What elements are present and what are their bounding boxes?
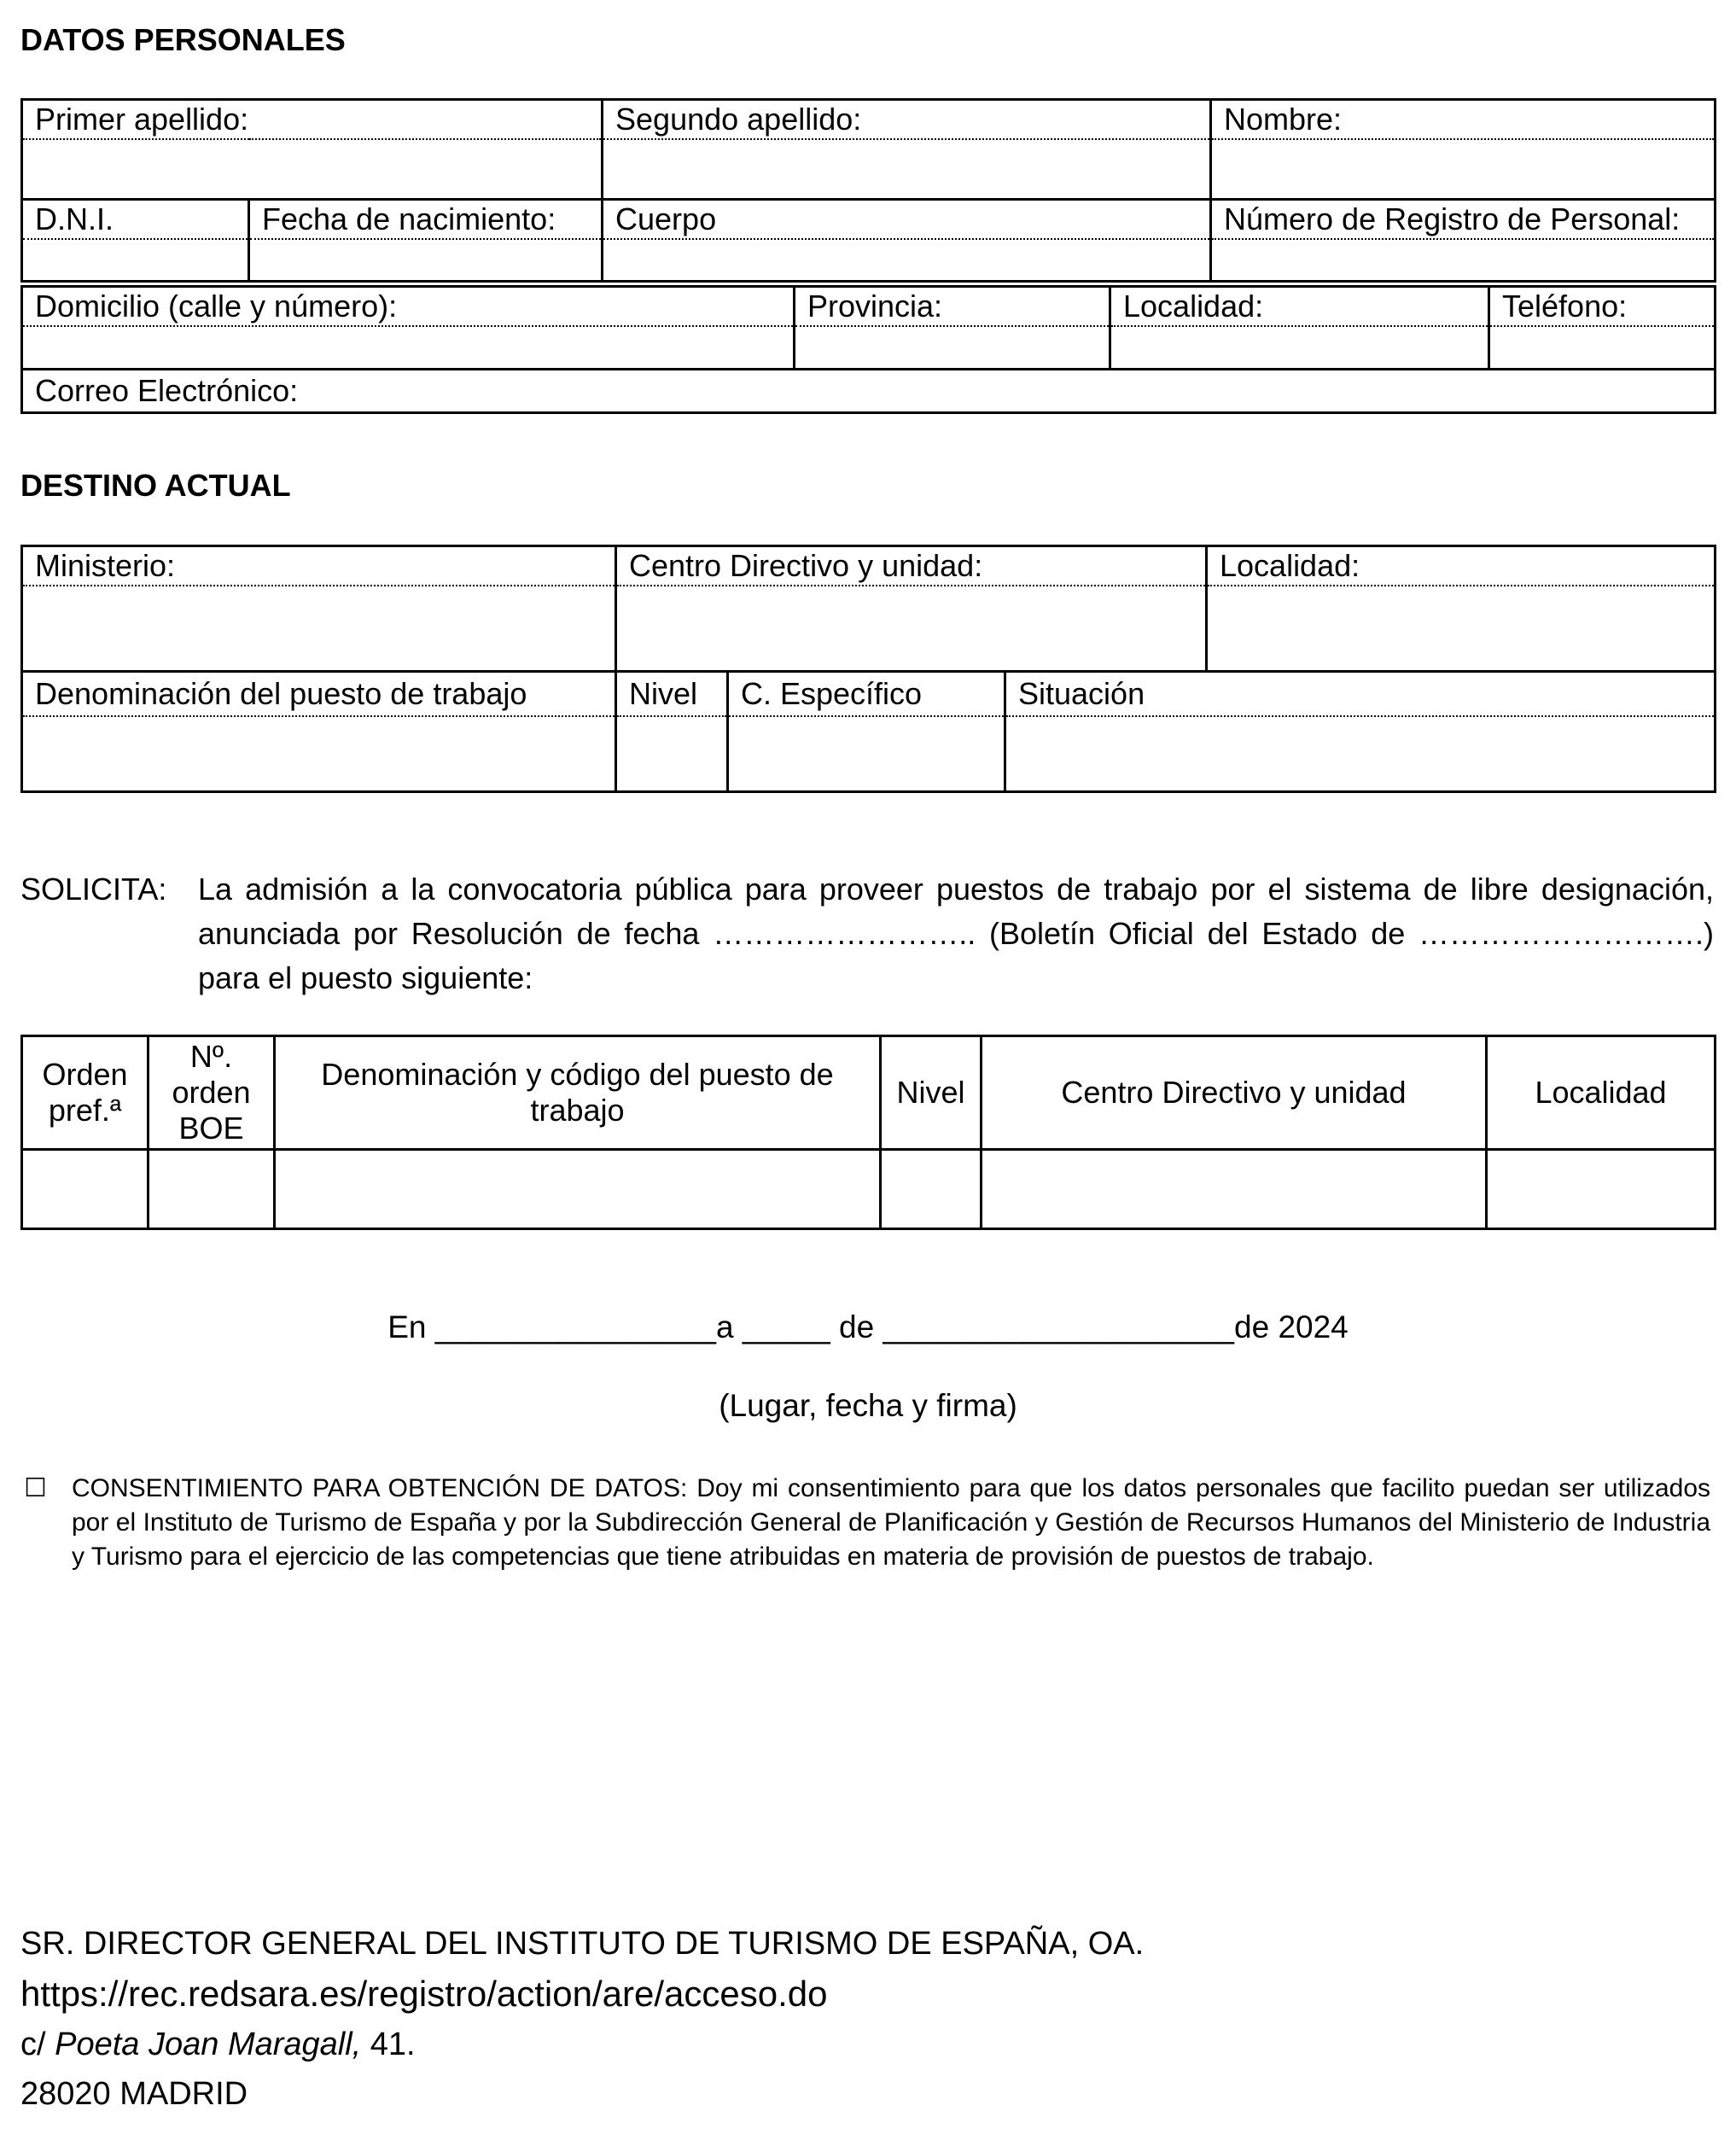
col-orden-boe-line2: orden bbox=[172, 1075, 251, 1110]
destino-localidad-field[interactable] bbox=[1207, 586, 1716, 671]
destino-table-1 bbox=[20, 545, 1716, 673]
localidad-field[interactable] bbox=[1110, 326, 1489, 369]
destino-localidad-label: Localidad: bbox=[1207, 546, 1716, 586]
col-orden-pref-line2: pref.ª bbox=[48, 1093, 122, 1128]
fecha-nacimiento-field[interactable] bbox=[249, 239, 603, 282]
solicita-text: La admisión a la convocatoria pública para proveer puestos de trabajo por el sistema de libre designación, anunciada por Resolución de fecha …………………….. (Boletín Oficial del Estado de ……………………….) para el puesto siguiente: bbox=[198, 872, 1714, 995]
destino-table-2 bbox=[20, 670, 1716, 793]
nrp-label: Número de Registro de Personal: bbox=[1211, 199, 1716, 239]
segundo-apellido-label: Segundo apellido: bbox=[603, 100, 1211, 140]
segundo-apellido-field[interactable] bbox=[603, 139, 1211, 199]
calle-prefix: c/ bbox=[20, 2027, 55, 2062]
orden-boe-cell[interactable] bbox=[149, 1150, 275, 1229]
calle-nombre: Poeta Joan Maragall, bbox=[55, 2027, 362, 2062]
nombre-field[interactable] bbox=[1211, 139, 1716, 199]
nivel-label: Nivel bbox=[616, 672, 728, 717]
col-nivel: Nivel bbox=[881, 1036, 982, 1150]
centro-directivo-label: Centro Directivo y unidad: bbox=[616, 546, 1207, 586]
correo-label: Correo Electrónico: bbox=[35, 372, 299, 408]
primer-apellido-field[interactable] bbox=[22, 139, 603, 199]
col-orden-boe-line3: BOE bbox=[178, 1111, 244, 1146]
puestos-table bbox=[20, 1035, 1716, 1230]
especifico-field[interactable] bbox=[728, 716, 1005, 791]
consentimiento-text: CONSENTIMIENTO PARA OBTENCIÓN DE DATOS: Doy mi consentimiento para que los datos personales que facilito puedan ser utilizados por el Instituto de Turismo de España y por la Subdirección General de Planificación y Gestión de Recursos Humanos del Ministerio de Industria y Turismo para el ejercicio de las competencias que tiene atribuidas en materia de provisión de puestos de trabajo. bbox=[72, 1474, 1710, 1571]
lugar-fecha-firma-note: (Lugar, fecha y firma) bbox=[719, 1388, 1017, 1423]
col-orden-pref-line1: Orden bbox=[42, 1057, 128, 1092]
centro-directivo-cell[interactable] bbox=[982, 1150, 1487, 1229]
col-denominacion-codigo: Denominación y código del puesto de trabajo bbox=[275, 1036, 881, 1150]
especifico-label: C. Específico bbox=[728, 672, 1005, 717]
centro-directivo-field[interactable] bbox=[616, 586, 1207, 671]
correo-electronico-field[interactable] bbox=[22, 369, 1716, 412]
provincia-field[interactable] bbox=[795, 326, 1110, 369]
domicilio-label: Domicilio (calle y número): bbox=[22, 287, 795, 327]
cuerpo-field[interactable] bbox=[603, 239, 1211, 282]
direccion-ciudad: 28020 MADRID bbox=[20, 2076, 248, 2112]
denominacion-codigo-cell[interactable] bbox=[275, 1150, 881, 1229]
nrp-field[interactable] bbox=[1211, 239, 1716, 282]
destinatario-director: SR. DIRECTOR GENERAL DEL INSTITUTO DE TURISMO DE ESPAÑA, OA. bbox=[20, 1926, 1145, 1962]
direccion-calle bbox=[20, 2027, 416, 2063]
consentimiento-checkbox[interactable]: ☐ bbox=[24, 1474, 47, 1502]
personal-data-table-2 bbox=[20, 285, 1716, 414]
primer-apellido-label: Primer apellido: bbox=[22, 100, 603, 140]
situacion-field[interactable] bbox=[1005, 716, 1716, 791]
col-orden-boe bbox=[149, 1036, 275, 1150]
personal-data-table-1 bbox=[20, 98, 1716, 283]
fecha-firma-line[interactable]: En ________________a _____ de ____________________de 2024 bbox=[387, 1309, 1349, 1344]
section-title-datos-personales: DATOS PERSONALES bbox=[20, 22, 346, 57]
nombre-label: Nombre: bbox=[1211, 100, 1716, 140]
nivel-cell[interactable] bbox=[881, 1150, 982, 1229]
telefono-label: Teléfono: bbox=[1489, 287, 1716, 327]
denominacion-puesto-label: Denominación del puesto de trabajo bbox=[22, 672, 616, 717]
cuerpo-label: Cuerpo bbox=[603, 199, 1211, 239]
registro-url: https://rec.redsara.es/registro/action/are/acceso.do bbox=[20, 1974, 828, 2014]
fecha-nacimiento-label: Fecha de nacimiento: bbox=[249, 199, 603, 239]
provincia-label: Provincia: bbox=[795, 287, 1110, 327]
calle-numero: 41. bbox=[361, 2027, 416, 2062]
orden-pref-cell[interactable] bbox=[22, 1150, 149, 1229]
section-title-destino-actual: DESTINO ACTUAL bbox=[20, 468, 291, 503]
solicita-label: SOLICITA: bbox=[20, 872, 167, 907]
localidad-label: Localidad: bbox=[1110, 287, 1489, 327]
situacion-label: Situación bbox=[1005, 672, 1716, 717]
nivel-field[interactable] bbox=[616, 716, 728, 791]
denominacion-puesto-field[interactable] bbox=[22, 716, 616, 791]
col-localidad: Localidad bbox=[1487, 1036, 1716, 1150]
col-orden-pref bbox=[22, 1036, 149, 1150]
col-centro-directivo: Centro Directivo y unidad bbox=[982, 1036, 1487, 1150]
telefono-field[interactable] bbox=[1489, 326, 1716, 369]
ministerio-field[interactable] bbox=[22, 586, 616, 671]
domicilio-field[interactable] bbox=[22, 326, 795, 369]
dni-field[interactable] bbox=[22, 239, 249, 282]
col-orden-boe-line1: Nº. bbox=[189, 1039, 233, 1074]
ministerio-label: Ministerio: bbox=[22, 546, 616, 586]
localidad-cell[interactable] bbox=[1487, 1150, 1716, 1229]
dni-label: D.N.I. bbox=[22, 199, 249, 239]
